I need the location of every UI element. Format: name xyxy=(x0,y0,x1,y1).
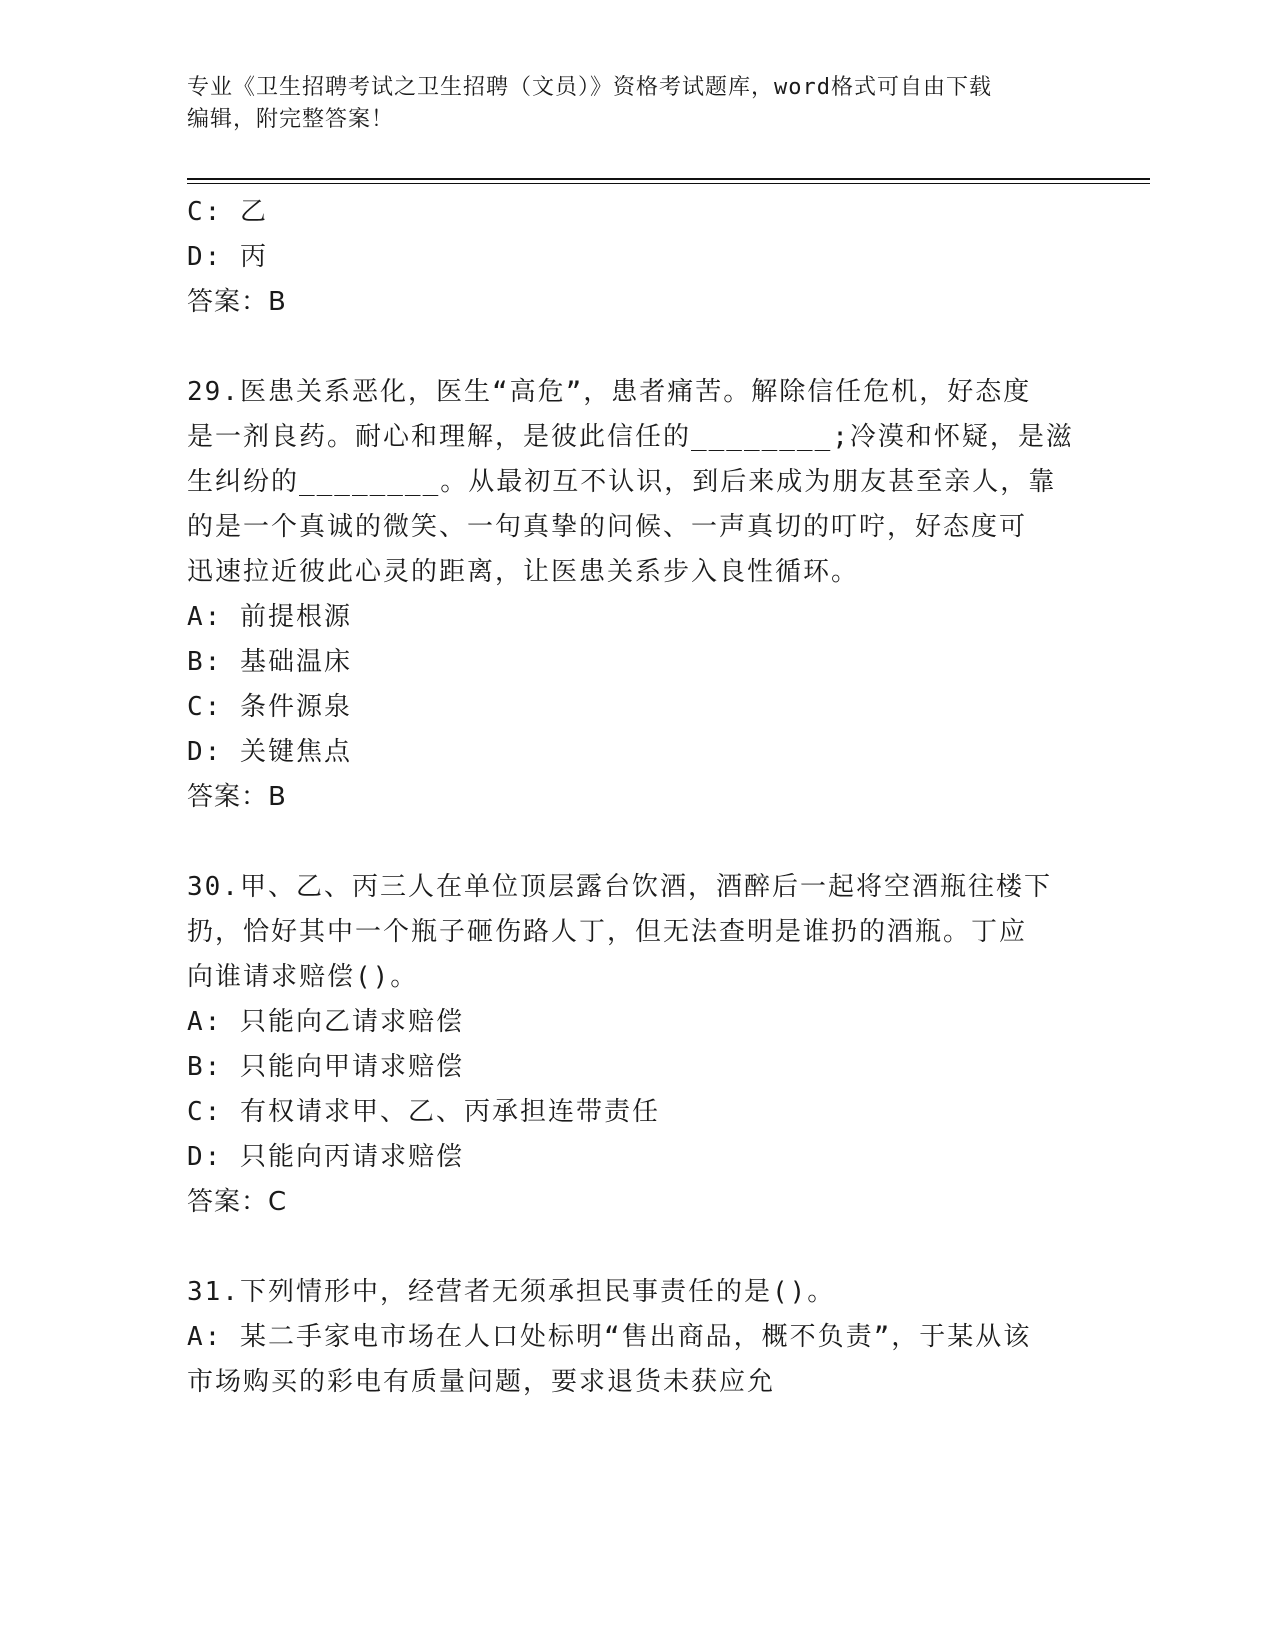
question-29 xyxy=(187,370,1087,820)
answer-line: 答案：B xyxy=(187,782,287,812)
header-line-1: 专业《卫生招聘考试之卫生招聘（文员）》资格考试题库，word格式可自由下载 xyxy=(187,75,992,100)
option-d: D: 丙 xyxy=(187,242,268,272)
option-d: D: 关键焦点 xyxy=(187,737,352,767)
option-b: B: 基础温床 xyxy=(187,647,352,677)
document-header xyxy=(187,72,1087,136)
question-stem-line: 30.甲、乙、丙三人在单位顶层露台饮酒，酒醉后一起将空酒瓶往楼下 xyxy=(187,872,1052,902)
header-rule-thin xyxy=(187,183,1150,184)
question-stem-line: 扔，恰好其中一个瓶子砸伤路人丁，但无法查明是谁扔的酒瓶。丁应 xyxy=(187,917,1028,947)
question-28-continued xyxy=(187,190,1087,325)
answer-line: 答案：B xyxy=(187,287,287,317)
question-stem-line: 31.下列情形中，经营者无须承担民事责任的是()。 xyxy=(187,1277,836,1307)
option-c: C: 乙 xyxy=(187,197,268,227)
question-stem-line: 生纠纷的________。从最初互不认识，到后来成为朋友甚至亲人，靠 xyxy=(187,467,1057,497)
question-stem-line: 向谁请求赔偿()。 xyxy=(187,962,419,992)
document-body xyxy=(187,190,1087,1405)
question-stem-line: 的是一个真诚的微笑、一句真挚的问候、一声真切的叮咛，好态度可 xyxy=(187,512,1028,542)
question-stem-line: 是一剂良药。耐心和理解，是彼此信任的________;冷漠和怀疑，是滋 xyxy=(187,422,1074,452)
question-31 xyxy=(187,1270,1087,1405)
option-a-continued: 市场购买的彩电有质量问题，要求退货未获应允 xyxy=(187,1367,776,1397)
option-c: C: 有权请求甲、乙、丙承担连带责任 xyxy=(187,1097,660,1127)
option-a: A: 某二手家电市场在人口处标明“售出商品，概不负责”，于某从该 xyxy=(187,1322,1032,1352)
header-rule-thick xyxy=(187,178,1150,180)
option-c: C: 条件源泉 xyxy=(187,692,352,722)
option-b: B: 只能向甲请求赔偿 xyxy=(187,1052,464,1082)
header-line-2: 编辑，附完整答案！ xyxy=(187,107,395,132)
question-30 xyxy=(187,865,1087,1225)
option-a: A: 只能向乙请求赔偿 xyxy=(187,1007,464,1037)
answer-line: 答案：C xyxy=(187,1187,288,1217)
option-a: A: 前提根源 xyxy=(187,602,352,632)
question-stem-line: 29.医患关系恶化，医生“高危”，患者痛苦。解除信任危机，好态度 xyxy=(187,377,1032,407)
question-stem-line: 迅速拉近彼此心灵的距离，让医患关系步入良性循环。 xyxy=(187,557,860,587)
option-d: D: 只能向丙请求赔偿 xyxy=(187,1142,464,1172)
